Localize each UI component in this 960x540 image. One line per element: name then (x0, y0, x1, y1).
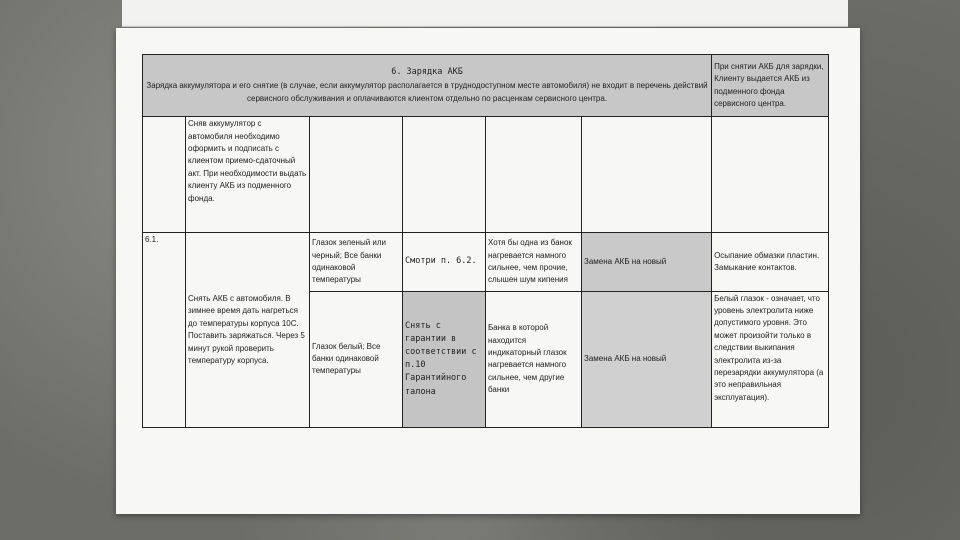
section-header (143, 55, 712, 117)
case-a-reference: Смотри п. 6.2. (403, 233, 486, 291)
section-title: 6. Зарядка АКБ (391, 67, 463, 78)
intro-empty-cell (403, 117, 486, 233)
intro-empty-cell (310, 117, 403, 233)
intro-number-cell (143, 117, 186, 233)
case-b-indicator: Глазок белый; Все банки одинаковой температуры (310, 291, 403, 427)
case-b-decision: Замена АКБ на новый (582, 291, 712, 427)
case-a-indicator: Глазок зеленый или черный; Все банки одинаковой температуры (310, 233, 403, 291)
section-side-note: При снятии АКБ для зарядки, Клиенту выдается АКБ из подменного фонда сервисного центра. (712, 55, 829, 117)
case-b-symptom: Банка в которой находится индикаторный глазок нагревается намного сильнее, чем другие банки (486, 291, 582, 427)
case-b-reference: Снять с гарантии в соответствии с п.10 Гарантийного талона (403, 291, 486, 427)
intro-empty-cell (486, 117, 582, 233)
row-number: 6.1. (143, 233, 186, 428)
paper-sheet (116, 28, 860, 514)
intro-empty-cell (712, 117, 829, 233)
paper-sheet-behind (122, 0, 848, 27)
case-b-cause: Белый глазок - означает, что уровень электролита ниже допустимого уровня. Это может произойти только в следствии выкипания электролита из-за перезарядки аккумулятора (а это неправильная эксплуатация). (712, 291, 829, 427)
row-action: Снять АКБ с автомобиля. В зимнее время дать нагреться до температуры корпуса 10С. Поставить заряжаться. Через 5 минут рукой проверить температуру корпуса. (186, 233, 310, 428)
case-a-decision: Замена АКБ на новый (582, 233, 712, 291)
intro-empty-cell (582, 117, 712, 233)
case-a-cause: Осыпание обмазки пластин. Замыкание контактов. (712, 233, 829, 291)
section-subtitle: Зарядка аккумулятора и его снятие (в случае, если аккумулятор располагается в труднодоступном месте автомобиля) не входит в перечень действий сервисного обслуживания и оплачиваются клиентом отдельно по расценкам сервисного центра. (146, 81, 708, 103)
case-a-symptom: Хотя бы одна из банок нагревается намного сильнее, чем прочие, слышен шум кипения (486, 233, 582, 291)
intro-text-cell: Сняв аккумулятор с автомобиля необходимо оформить и подписать с клиентом приемо-сдаточный акт. При необходимости выдать клиенту АКБ из подменного фонда. (186, 117, 310, 233)
battery-charging-table (142, 54, 829, 428)
